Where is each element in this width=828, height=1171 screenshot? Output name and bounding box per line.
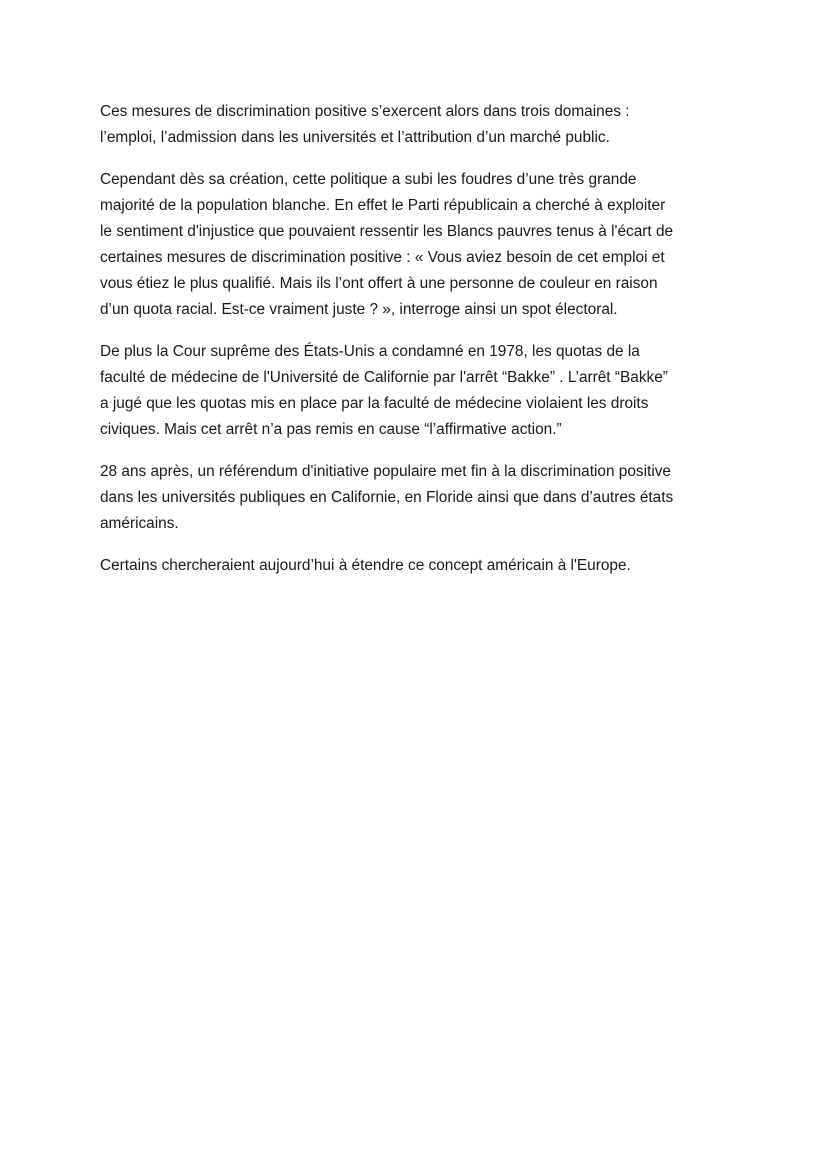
text-line: Cependant dès sa création, cette politique a subi les foudres d’une très grande — [100, 171, 637, 188]
paragraph-4 — [100, 459, 730, 537]
paragraph-1 — [100, 99, 730, 151]
paragraph-2 — [100, 167, 730, 323]
text-line: Certains chercheraient aujourd’hui à étendre ce concept américain à l'Europe. — [100, 557, 631, 574]
paragraph-5 — [100, 553, 730, 579]
text-line: l’emploi, l’admission dans les universités et l’attribution d’un marché public. — [100, 129, 610, 146]
text-line: dans les universités publiques en Californie, en Floride ainsi que dans d’autres états — [100, 489, 674, 506]
text-line: d’un quota racial. Est-ce vraiment juste ? », interroge ainsi un spot électoral. — [100, 301, 618, 318]
text-line: vous étiez le plus qualifié. Mais ils l’ont offert à une personne de couleur en raison — [100, 275, 658, 292]
text-line: 28 ans après, un référendum d'initiative populaire met fin à la discrimination positive — [100, 463, 671, 480]
text-line: De plus la Cour suprême des États-Unis a condamné en 1978, les quotas de la — [100, 343, 640, 360]
text-line: américains. — [100, 515, 179, 532]
paragraph-3 — [100, 339, 730, 443]
text-line: civiques. Mais cet arrêt n’a pas remis en cause “l’affirmative action.” — [100, 421, 562, 438]
text-line: certaines mesures de discrimination positive : « Vous aviez besoin de cet emploi et — [100, 249, 665, 266]
text-line: faculté de médecine de l'Université de Californie par l'arrêt “Bakke” . L’arrêt “Bakke” — [100, 369, 668, 386]
text-line: le sentiment d'injustice que pouvaient ressentir les Blancs pauvres tenus à l'écart de — [100, 223, 674, 240]
text-line: a jugé que les quotas mis en place par la faculté de médecine violaient les droits — [100, 395, 649, 412]
document-body — [100, 99, 730, 595]
text-line: majorité de la population blanche. En effet le Parti républicain a cherché à exploiter — [100, 197, 666, 214]
text-line: Ces mesures de discrimination positive s’exercent alors dans trois domaines : — [100, 103, 630, 120]
